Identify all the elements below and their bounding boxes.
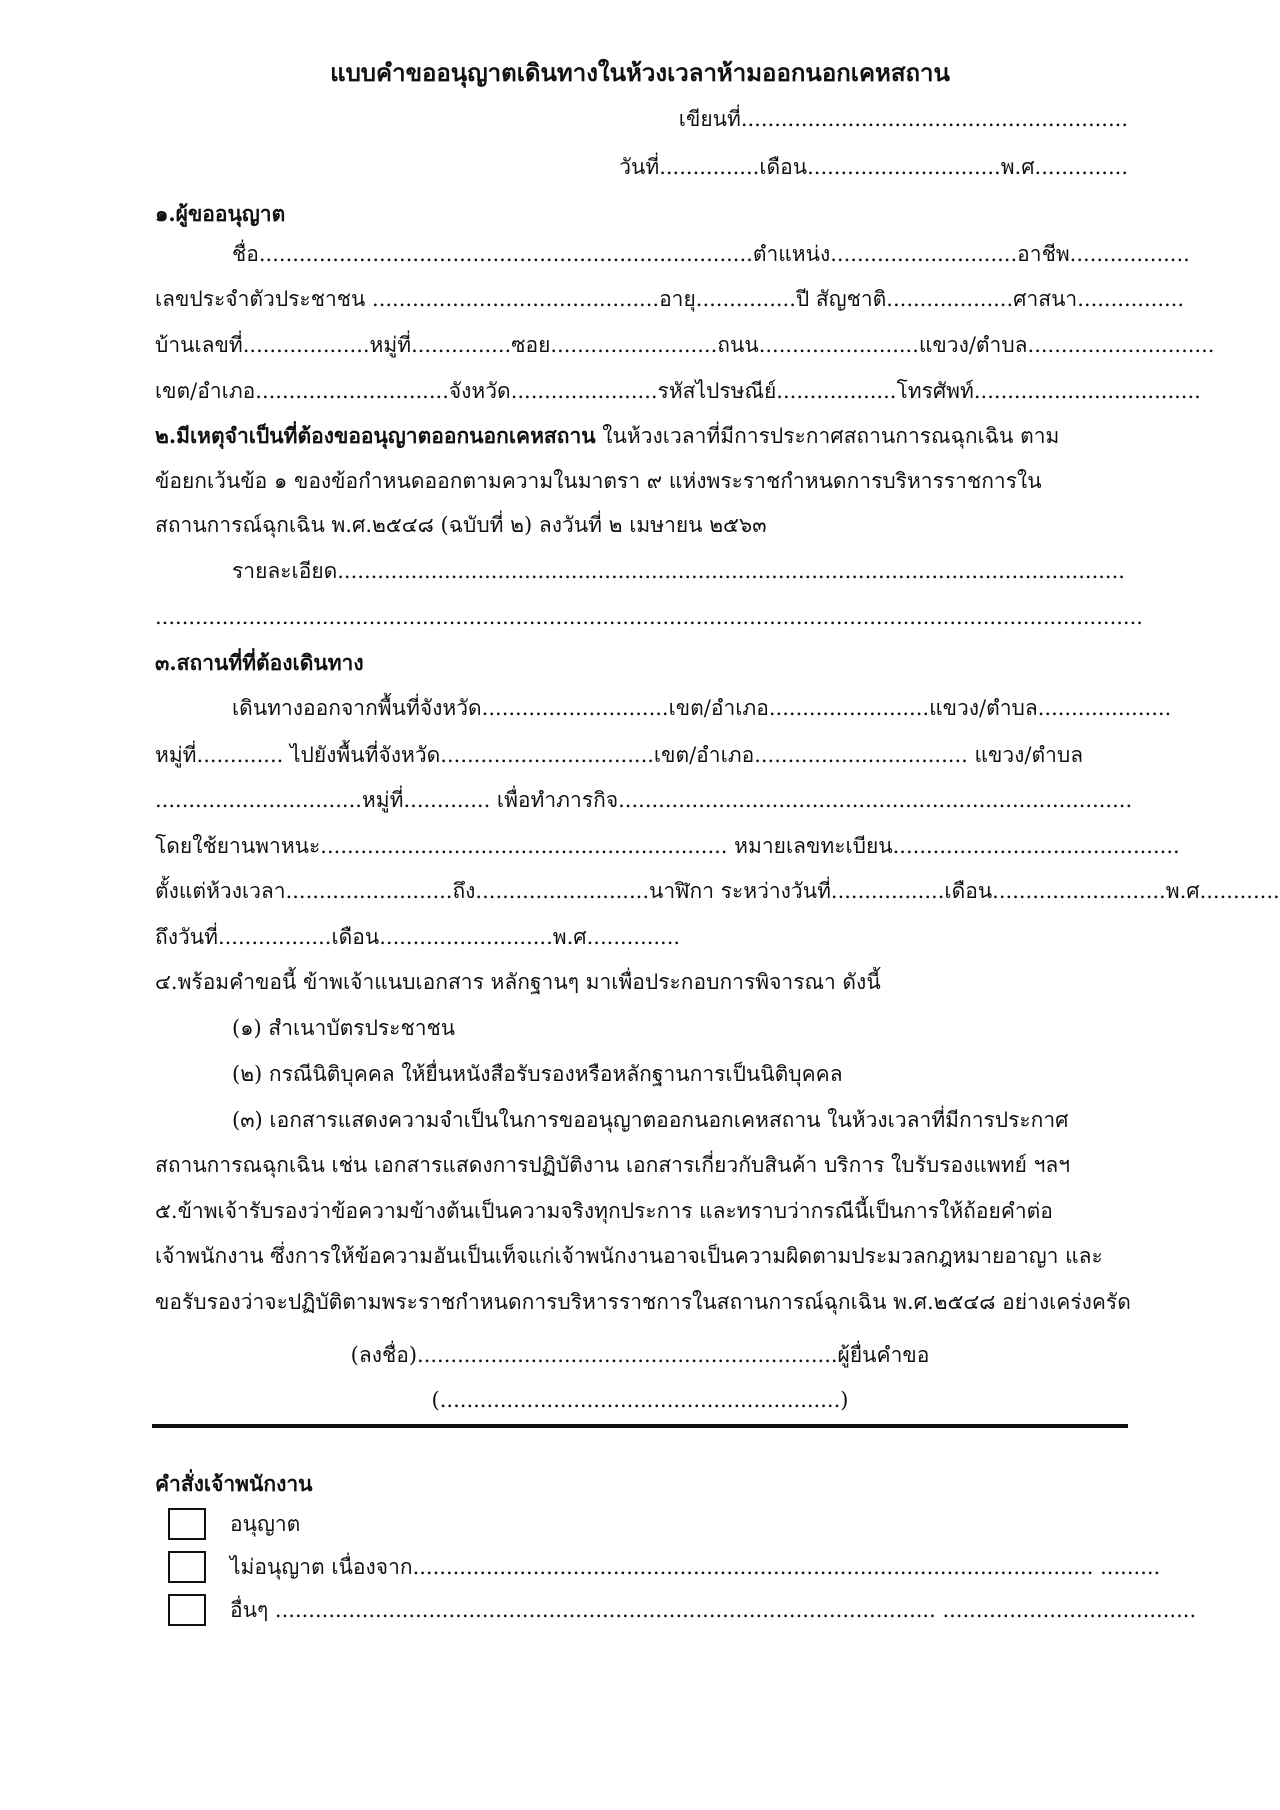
section-2-text-2: ข้อยกเว้นข้อ ๑ ของข้อกำหนดออกตามความในมาตรา ๙ แห่งพระราชกำหนดการบริหารราชการใน xyxy=(155,469,1042,493)
officer-order-heading: คำสั่งเจ้าพนักงาน xyxy=(155,1471,313,1496)
option-approve[interactable] xyxy=(168,1505,300,1543)
document-item-3b: สถานการณฉุกเฉิน เช่น เอกสารแสดงการปฏิบัติงาน เอกสารเกี่ยวกับสินค้า บริการ ใบรับรองแพทย์ ฯลฯ xyxy=(155,1153,1071,1177)
signature-field[interactable]: (ลงชื่อ)...............................................................ผู้ยื่นคำขอ xyxy=(350,1343,930,1367)
applicant-id-line[interactable]: เลขประจำตัวประชาชน ...........................................อายุ...............ปี สัญชาติ...................ศาสนา................ xyxy=(155,287,1185,311)
time-range-line[interactable]: ตั้งแต่ห้วงเวลา.........................ถึง..........................นาฬิกา ระหว่างวันที่.................เดือน..........................พ.ศ............ xyxy=(155,879,1280,903)
end-date-line[interactable]: ถึงวันที่.................เดือน..........................พ.ศ.............. xyxy=(155,925,681,949)
option-deny[interactable] xyxy=(168,1548,1160,1586)
reason-detail-continued[interactable]: .................................................................................................................................................... xyxy=(155,605,1143,629)
certification-line-3: ขอรับรองว่าจะปฏิบัติตามพระราชกำหนดการบริหารราชการในสถานการณ์ฉุกเฉิน พ.ศ.๒๕๔๘ อย่างเคร่งครัด xyxy=(155,1290,1131,1314)
document-item-2: (๒) กรณีนิติบุคคล ให้ยื่นหนังสือรับรองหรือหลักฐานการเป็นนิติบุคคล xyxy=(232,1062,843,1086)
section-2-heading: ๒.มีเหตุจำเป็นที่ต้องขออนุญาตออกนอกเคหสถาน xyxy=(155,423,596,448)
other-checkbox[interactable] xyxy=(168,1594,206,1626)
section-1-heading: ๑.ผู้ขออนุญาต xyxy=(155,201,286,226)
vehicle-line[interactable]: โดยใช้ยานพาหนะ............................................................. หมายเลขทะเบียน........................................... xyxy=(155,834,1180,858)
applicant-district-line[interactable]: เขต/อำเภอ.............................จังหวัด......................รหัสไปรษณีย์..................โทรศัพท์.................................. xyxy=(155,379,1201,403)
approve-label: อนุญาต xyxy=(230,1511,301,1536)
deny-checkbox[interactable] xyxy=(168,1551,206,1583)
section-3-heading: ๓.สถานที่ที่ต้องเดินทาง xyxy=(155,650,364,675)
section-2-text-1: ในห้วงเวลาที่มีการประกาศสถานการณฉุกเฉิน ตาม xyxy=(595,424,1060,448)
divider-rule xyxy=(152,1424,1128,1428)
travel-origin-line[interactable]: เดินทางออกจากพื้นที่จังหวัด............................เขต/อำเภอ........................แขวง/ตำบล.................... xyxy=(232,696,1172,720)
reason-detail-field[interactable]: รายละเอียด...................................................................................................................... xyxy=(232,559,1125,583)
other-label: อื่นๆ ................................................................................................... ...................................... xyxy=(230,1597,1197,1622)
applicant-address-line[interactable]: บ้านเลขที่...................หมู่ที่...............ซอย.........................ถนน........................แขวง/ตำบล............................ xyxy=(155,333,1215,357)
certification-line-2: เจ้าพนักงาน ซึ่งการให้ข้อความอันเป็นเท็จแก่เจ้าพนักงานอาจเป็นความผิดตามประมวลกฎหมายอาญา และ xyxy=(155,1244,1103,1268)
signature-name-field[interactable]: (............................................................) xyxy=(431,1388,849,1412)
document-item-3a: (๓) เอกสารแสดงความจำเป็นในการขออนุญาตออกนอกเคหสถาน ในห้วงเวลาที่มีการประกาศ xyxy=(232,1108,1069,1132)
option-other[interactable] xyxy=(168,1591,1196,1629)
form-title: แบบคำขออนุญาตเดินทางในห้วงเวลาห้ามออกนอกเคหสถาน xyxy=(330,58,950,87)
travel-destination-line[interactable]: หมู่ที่............. ไปยังพื้นที่จังหวัด................................เขต/อำเภอ................................ แขวง/ตำบล xyxy=(155,743,1084,767)
travel-purpose-line[interactable]: ...............................หมู่ที่............. เพื่อทำภารกิจ............................................................................. xyxy=(155,788,1133,812)
certification-line-1: ๕.ข้าพเจ้ารับรองว่าข้อความข้างต้นเป็นความจริงทุกประการ และทราบว่ากรณีนี้เป็นการให้ถ้อยคำต่อ xyxy=(155,1199,1053,1223)
section-2-text-3: สถานการณ์ฉุกเฉิน พ.ศ.๒๕๔๘ (ฉบับที่ ๒) ลงวันที่ ๒ เมษายน ๒๕๖๓ xyxy=(155,513,767,537)
written-at-field[interactable]: เขียนที่.......................................................... xyxy=(678,107,1128,131)
section-4-heading: ๔.พร้อมคำขอนี้ ข้าพเจ้าแนบเอกสาร หลักฐานๆ มาเพื่อประกอบการพิจารณา ดังนี้ xyxy=(155,970,881,994)
document-item-1: (๑) สำเนาบัตรประชาชน xyxy=(232,1016,456,1040)
date-field[interactable]: วันที่...............เดือน.............................พ.ศ.............. xyxy=(619,155,1128,179)
applicant-name-line[interactable]: ชื่อ..........................................................................ตำแหน่ง............................อาชีพ.................. xyxy=(232,242,1190,266)
section-2-line-1 xyxy=(155,421,1059,451)
approve-checkbox[interactable] xyxy=(168,1508,206,1540)
deny-label: ไม่อนุญาต เนื่องจาก...................................................................................................... ......... xyxy=(230,1554,1161,1579)
